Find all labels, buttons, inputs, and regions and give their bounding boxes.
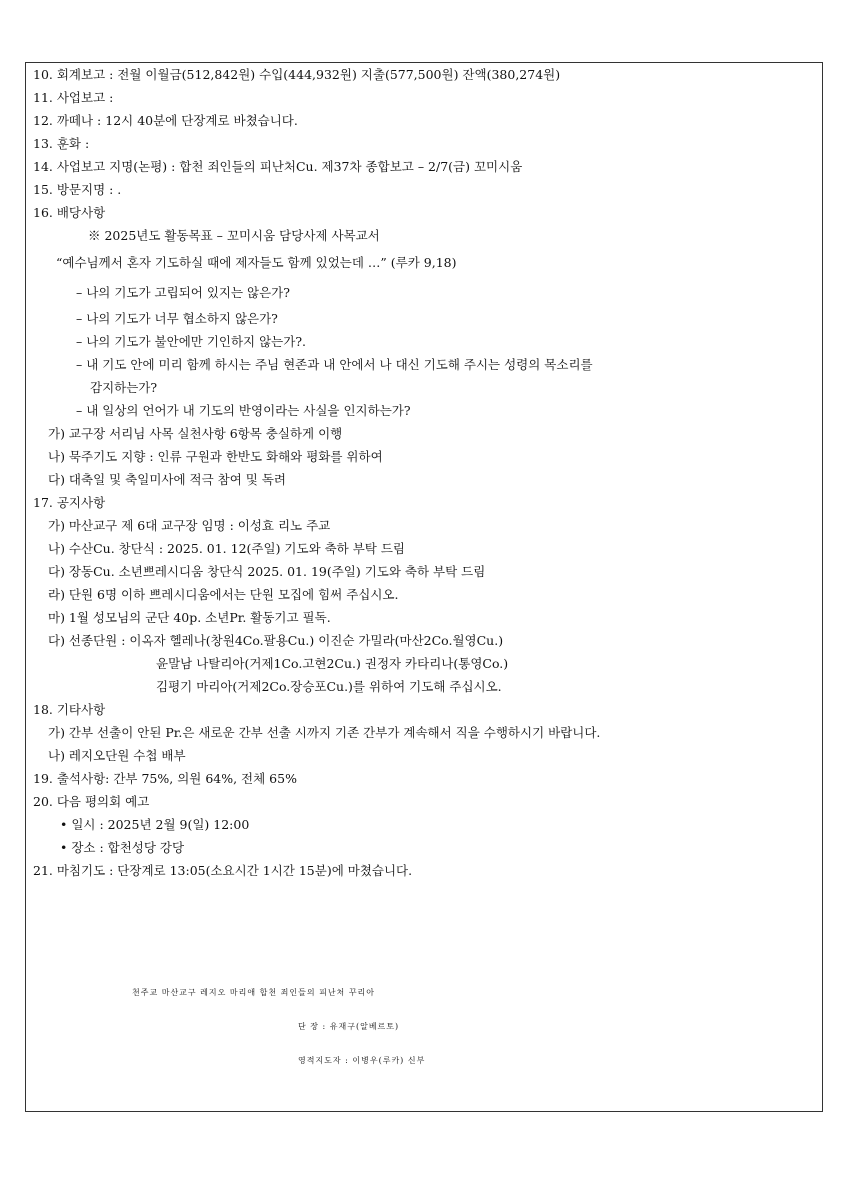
scripture-quote: “예수님께서 혼자 기도하실 때에 제자들도 함께 있었는데 …” (루카 9,18) bbox=[56, 255, 457, 270]
item-17-notices: 17. 공지사항 bbox=[33, 495, 106, 510]
misc-ga: 가) 간부 선출이 안된 Pr.은 새로운 간부 선출 시까지 기존 간부가 계속해서 직을 수행하시기 바랍니다. bbox=[48, 725, 601, 740]
reflection-question: – 내 일상의 언어가 내 기도의 반영이라는 사실을 인지하는가? bbox=[76, 403, 411, 418]
allocation-ga: 가) 교구장 서리님 사목 실천사항 6항목 충실하게 이행 bbox=[48, 426, 343, 441]
notice-da: 다) 장동Cu. 소년쁘레시디움 창단식 2025. 01. 19(주일) 기도와 축하 부탁 드림 bbox=[48, 564, 486, 579]
signature-organization: 천주교 마산교구 레지오 마리애 합천 죄인들의 피난처 꾸리아 bbox=[132, 988, 375, 997]
item-16-allocation: 16. 배당사항 bbox=[33, 205, 106, 220]
item-11-business-report: 11. 사업보고 : bbox=[33, 90, 114, 105]
item-20-next-meeting: 20. 다음 평의회 예고 bbox=[33, 794, 150, 809]
signature-director: 영적지도자 : 이병우(루카) 신부 bbox=[298, 1056, 426, 1065]
notice-na: 나) 수산Cu. 창단식 : 2025. 01. 12(주일) 기도와 축하 부탁 드림 bbox=[48, 541, 406, 556]
reflection-question: – 나의 기도가 너무 협소하지 않은가? bbox=[76, 311, 278, 326]
misc-na: 나) 레지오단원 수첩 배부 bbox=[48, 748, 186, 763]
item-19-attendance: 19. 출석사항: 간부 75%, 의원 64%, 전체 65% bbox=[33, 771, 297, 786]
document-page bbox=[25, 62, 823, 1112]
notice-deceased-cont: 윤말남 나탈리아(거제1Co.고현2Cu.) 권정자 카타리나(통영Co.) bbox=[156, 656, 509, 671]
next-meeting-place: • 장소 : 합천성당 강당 bbox=[60, 840, 185, 855]
item-13-sermon: 13. 훈화 : bbox=[33, 136, 90, 151]
reflection-question: – 내 기도 안에 미리 함께 하시는 주님 현존과 내 안에서 나 대신 기도해 주시는 성령의 목소리를 bbox=[76, 357, 593, 372]
allocation-na: 나) 묵주기도 지향 : 인류 구원과 한반도 화해와 평화를 위하여 bbox=[48, 449, 383, 464]
item-18-misc: 18. 기타사항 bbox=[33, 702, 106, 717]
item-15-visit: 15. 방문지명 : . bbox=[33, 182, 122, 197]
activity-goal: ※ 2025년도 활동목표 – 꼬미시움 담당사제 사목교서 bbox=[88, 228, 380, 243]
item-14-report-designation: 14. 사업보고 지명(논평) : 합천 죄인들의 피난처Cu. 제37차 종합보고 – 2/7(금) 꼬미시움 bbox=[33, 159, 523, 174]
reflection-question: – 나의 기도가 불안에만 기인하지 않는가?. bbox=[76, 334, 306, 349]
item-21-closing-prayer: 21. 마침기도 : 단장계로 13:05(소요시간 1시간 15분)에 마쳤습니다. bbox=[33, 863, 413, 878]
notice-deceased-cont: 김평기 마리아(거제2Co.장승포Cu.)를 위하여 기도해 주십시오. bbox=[156, 679, 502, 694]
notice-deceased: 다) 선종단원 : 이옥자 헬레나(창원4Co.팔용Cu.) 이진순 가밀라(마산2Co.월영Cu.) bbox=[48, 633, 504, 648]
notice-ma: 마) 1월 성모님의 군단 40p. 소년Pr. 활동기고 필독. bbox=[48, 610, 331, 625]
notice-ga: 가) 마산교구 제 6대 교구장 임명 : 이성효 리노 주교 bbox=[48, 518, 331, 533]
allocation-da: 다) 대축일 및 축일미사에 적극 참여 및 독려 bbox=[48, 472, 286, 487]
notice-ra: 라) 단원 6명 이하 쁘레시디움에서는 단원 모집에 힘써 주십시오. bbox=[48, 587, 399, 602]
item-12-catena: 12. 까떼나 : 12시 40분에 단장계로 바쳤습니다. bbox=[33, 113, 298, 128]
reflection-question-cont: 감지하는가? bbox=[90, 380, 158, 395]
next-meeting-date: • 일시 : 2025년 2월 9(일) 12:00 bbox=[60, 817, 250, 832]
item-10-accounting: 10. 회계보고 : 전월 이월금(512,842원) 수입(444,932원) 지출(577,500원) 잔액(380,274원) bbox=[33, 67, 561, 82]
reflection-question: – 나의 기도가 고립되어 있지는 않은가? bbox=[76, 285, 290, 300]
signature-leader: 단 장 : 유재구(알베르토) bbox=[298, 1022, 400, 1031]
